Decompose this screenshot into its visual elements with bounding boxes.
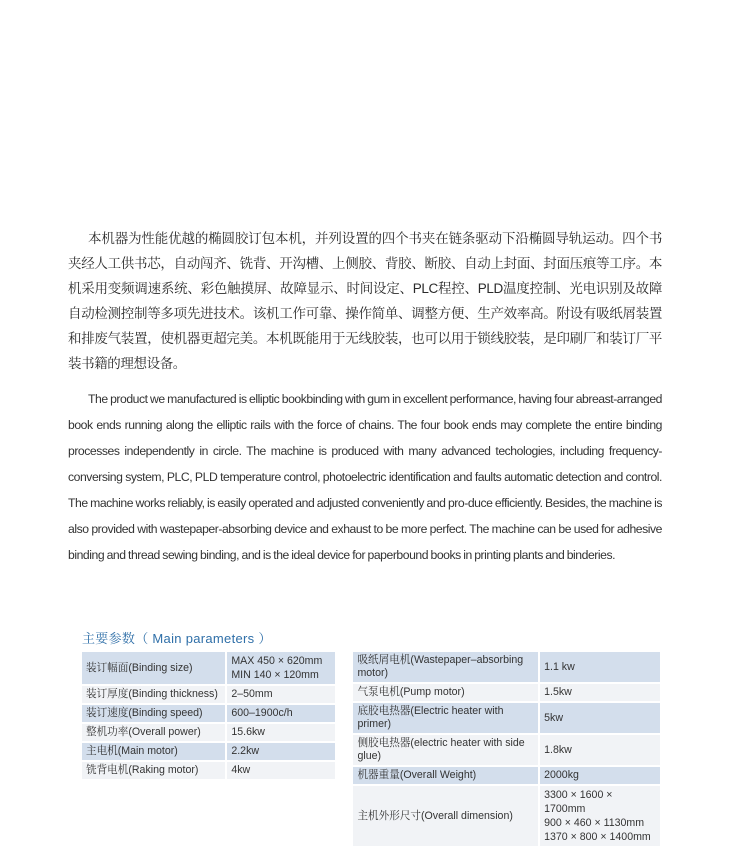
parameter-value-line: 15.6kw — [231, 726, 265, 738]
parameter-value-line: 4kw — [231, 764, 251, 776]
content — [68, 226, 662, 848]
parameter-row — [353, 703, 660, 733]
parameter-value-line: 2.2kw — [231, 745, 260, 757]
parameters-tables — [80, 650, 662, 848]
parameters-table-right — [351, 650, 662, 848]
parameter-value-line: 600–1900c/h — [231, 707, 293, 719]
parameter-label: 铣背电机(Raking motor) — [82, 762, 225, 779]
parameter-label: 整机功率(Overall power) — [82, 724, 225, 741]
parameter-value-line: 1370 × 800 × 1400mm — [544, 831, 651, 843]
parameter-row — [82, 705, 335, 722]
parameter-value-line: 5kw — [544, 711, 563, 724]
parameter-row — [353, 767, 660, 784]
main-parameters-title: 主要参数（ Main parameters ） — [82, 631, 272, 646]
parameter-label: 主电机(Main motor) — [82, 743, 225, 760]
parameter-value-line: 2–50mm — [231, 688, 273, 700]
parameter-value — [540, 735, 660, 765]
parameter-value — [227, 743, 335, 760]
parameters-table-left — [80, 650, 337, 781]
parameter-label: 吸纸屑电机(Wastepaper–absorbing motor) — [353, 652, 538, 682]
description-english: The product we manufactured is elliptic bookbinding with gum in excellent performance, having four abreast-arranged book ends running along the elliptic rails with the force of chains. The four book ends may complete the entire binding processes independently in circle. The machine is produced with many advanced techologies, including frequency-conversing system, PLC, PLD temperature control, photoelectric identification and faults automatic detection and control. The machine works reliably, is easily operated and adjusted conveniently and pro-duce efficiently. Besides, the machine is also provided with wastepaper-absorbing device and exhaust to be more perfect. The machine can be used for adhesive binding and thread sewing binding, and is the ideal device for paperbound books in printing plants and binderies. — [68, 392, 662, 562]
parameter-value-line: 3300 × 1600 × 1700mm — [544, 789, 613, 815]
parameter-value — [227, 686, 335, 703]
parameter-value — [227, 705, 335, 722]
parameter-row — [82, 686, 335, 703]
parameter-value — [540, 767, 660, 784]
parameter-label: 装订幅面(Binding size) — [82, 652, 225, 684]
parameter-row — [353, 684, 660, 701]
parameter-label: 装订速度(Binding speed) — [82, 705, 225, 722]
parameter-value — [227, 762, 335, 779]
parameter-row — [82, 762, 335, 779]
parameter-row — [353, 652, 660, 682]
parameter-value-line: MAX 450 × 620mm — [231, 655, 323, 667]
parameter-value — [540, 786, 660, 846]
parameter-row — [82, 652, 335, 684]
parameter-row — [82, 724, 335, 741]
parameter-label: 装订厚度(Binding thickness) — [82, 686, 225, 703]
parameter-value-line: 1.1 kw — [544, 660, 575, 673]
parameter-row — [82, 743, 335, 760]
parameter-row — [353, 735, 660, 765]
parameter-value-line: 2000kg — [544, 769, 579, 781]
parameter-label: 机器重量(Overall Weight) — [353, 767, 538, 784]
parameter-label: 气泵电机(Pump motor) — [353, 684, 538, 701]
parameter-value — [540, 652, 660, 682]
parameter-value — [227, 652, 335, 684]
parameter-value — [540, 703, 660, 733]
parameter-label: 主机外形尺寸(Overall dimension) — [353, 786, 538, 846]
parameter-row — [353, 786, 660, 846]
description-chinese: 本机器为性能优越的椭圆胶订包本机，并列设置的四个书夹在链条驱动下沿椭圆导轨运动。四个书夹经人工供书芯，自动闯齐、铣背、开沟槽、上侧胶、背胶、断胶、自动上封面、封面压痕等工序。本机采用变频调速系统、彩色触摸屏、故障显示、时间设定、PLC程控、PLD温度控制、光电识别及故障自动检测控制等多项先进技术。该机工作可靠、操作简单、调整方便、生产效率高。附设有吸纸屑装置和排废气装置，使机器更超完美。本机既能用于无线胶装，也可以用于锁线胶装，是印刷厂和装订厂平装书籍的理想设备。 — [68, 231, 662, 371]
parameter-value-line: 1.5kw — [544, 686, 572, 698]
parameter-value-line: MIN 140 × 120mm — [231, 669, 319, 681]
parameter-label: 侧胶电热器(electric heater with side glue) — [353, 735, 538, 765]
parameter-value-line: 900 × 460 × 1130mm — [544, 817, 645, 829]
parameter-value — [540, 684, 660, 701]
parameter-value — [227, 724, 335, 741]
parameter-label: 底胶电热器(Electric heater with primer) — [353, 703, 538, 733]
parameter-value-line: 1.8kw — [544, 743, 572, 756]
